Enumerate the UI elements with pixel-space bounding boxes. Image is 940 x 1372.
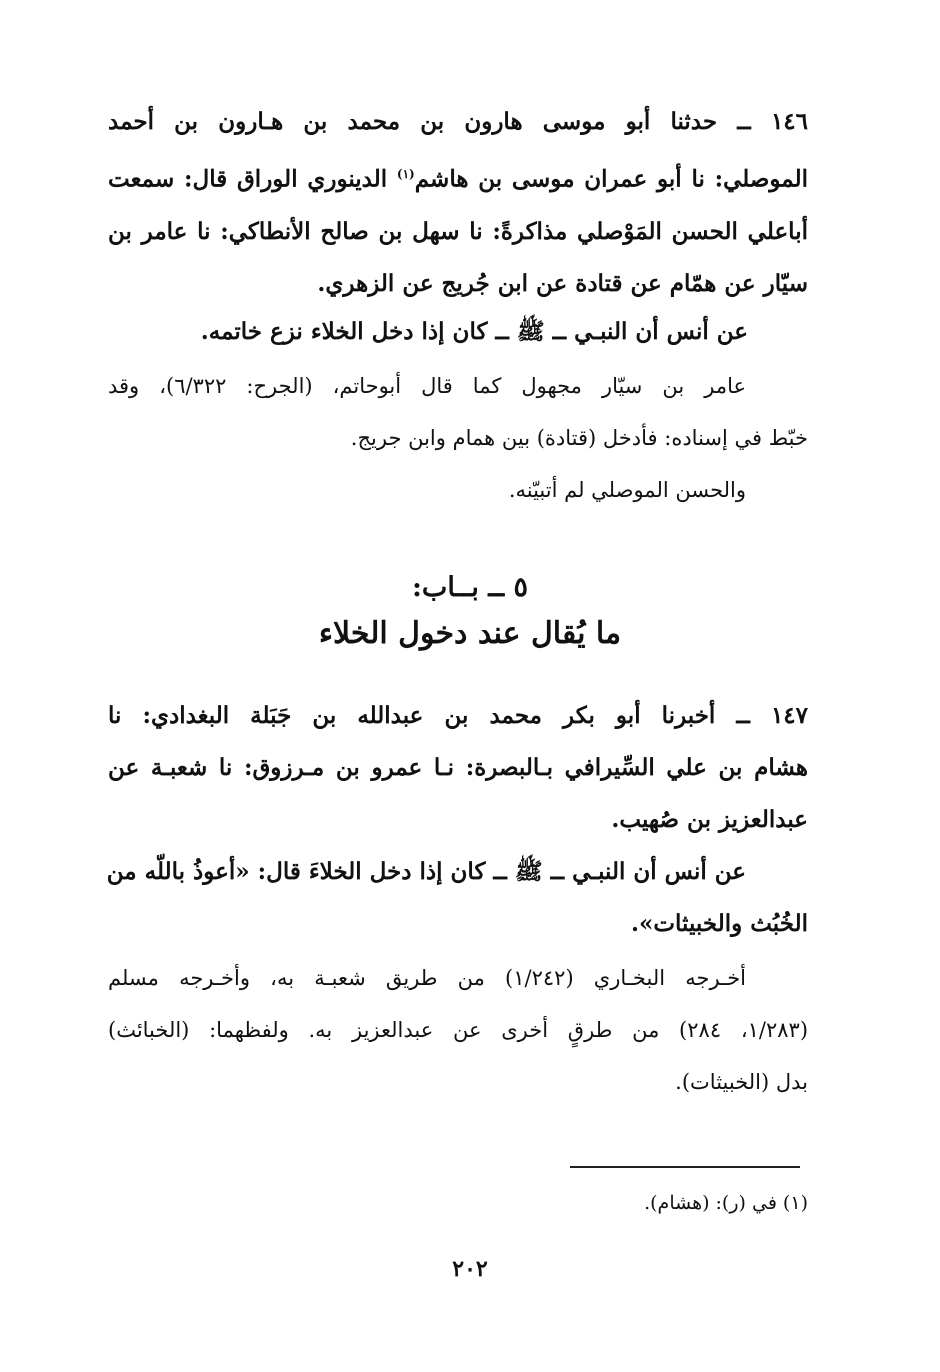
chapter-title: ما يُقال عند دخول الخلاء (318, 616, 622, 651)
hadith-147-commentary (108, 952, 808, 1108)
text-line: هشام بن علي السِّيرافي بـالبصرة: نـا عمرو بن مـرزوق: نا شعبـة عن (108, 754, 808, 781)
text-line (108, 148, 808, 206)
hadith-146-matn (108, 306, 808, 358)
text-line: الخُبُث والخبيثات». (631, 910, 808, 937)
footnote: (١) في (ر): (هشام). (644, 1192, 808, 1214)
text-line: (١/٢٨٣، ٢٨٤) من طرقٍ أخرى عن عبدالعزيز به. ولفظهما: (الخبائث) (108, 1018, 809, 1042)
text-line: عامر بن سيّار مجهول كما قال أبوحاتم، (الجرح: ٦/٣٢٢)، وقد (108, 374, 746, 398)
text-line: خبّط في إسناده: فأدخل (قتادة) بين همام وابن جريج. (350, 426, 808, 450)
text-line: والحسن الموصلي لم أتبيّنه. (508, 478, 746, 502)
hadith-146-isnad (108, 96, 808, 310)
chapter-number: ٥ ــ بــاب: (411, 572, 529, 603)
text-line: سيّار عن همّام عن قتادة عن ابن جُريج عن الزهري. (317, 269, 808, 297)
text-line: ١٤٦ ــ حدثنا أبو موسى هارون بن محمد بن هـارون بن أحمد (108, 108, 808, 135)
text-segment: الموصلي: نا أبو عمران موسى بن هاشم (414, 165, 808, 193)
text-line: عن أنس أن النبـي ــ ﷺ ــ كان إذا دخل الخلاء نزع خاتمه. (200, 318, 748, 345)
hadith-146-commentary (108, 360, 808, 516)
text-line: عبدالعزيز بن صُهيب. (611, 806, 808, 833)
footnote-marker: (١) (396, 167, 415, 181)
page-number: ٢٠٢ (452, 1256, 488, 1282)
text-line: أباعلي الحسن المَوْصلي مذاكرةً: نا سهل بن صالح الأنطاكي: نا عامر بن (108, 217, 808, 245)
footnote-divider (570, 1166, 800, 1168)
hadith-147-isnad (108, 690, 808, 846)
hadith-147-matn (108, 846, 808, 950)
text-line: عن أنس أن النبـي ــ ﷺ ــ كان إذا دخل الخلاءَ قال: «أعوذُ باللّه من (106, 858, 746, 885)
text-segment: الدينوري الوراق قال: سمعت (108, 165, 388, 193)
text-line: بدل (الخبيثات). (675, 1070, 808, 1094)
text-line: أخـرجه البخـاري (١/٢٤٢) من طريق شعبـة به، وأخـرجه مسلم (108, 966, 747, 990)
text-line: ١٤٧ ــ أخبرنا أبو بكر محمد بن عبدالله بن جَبَلة البغدادي: نا (108, 702, 808, 729)
